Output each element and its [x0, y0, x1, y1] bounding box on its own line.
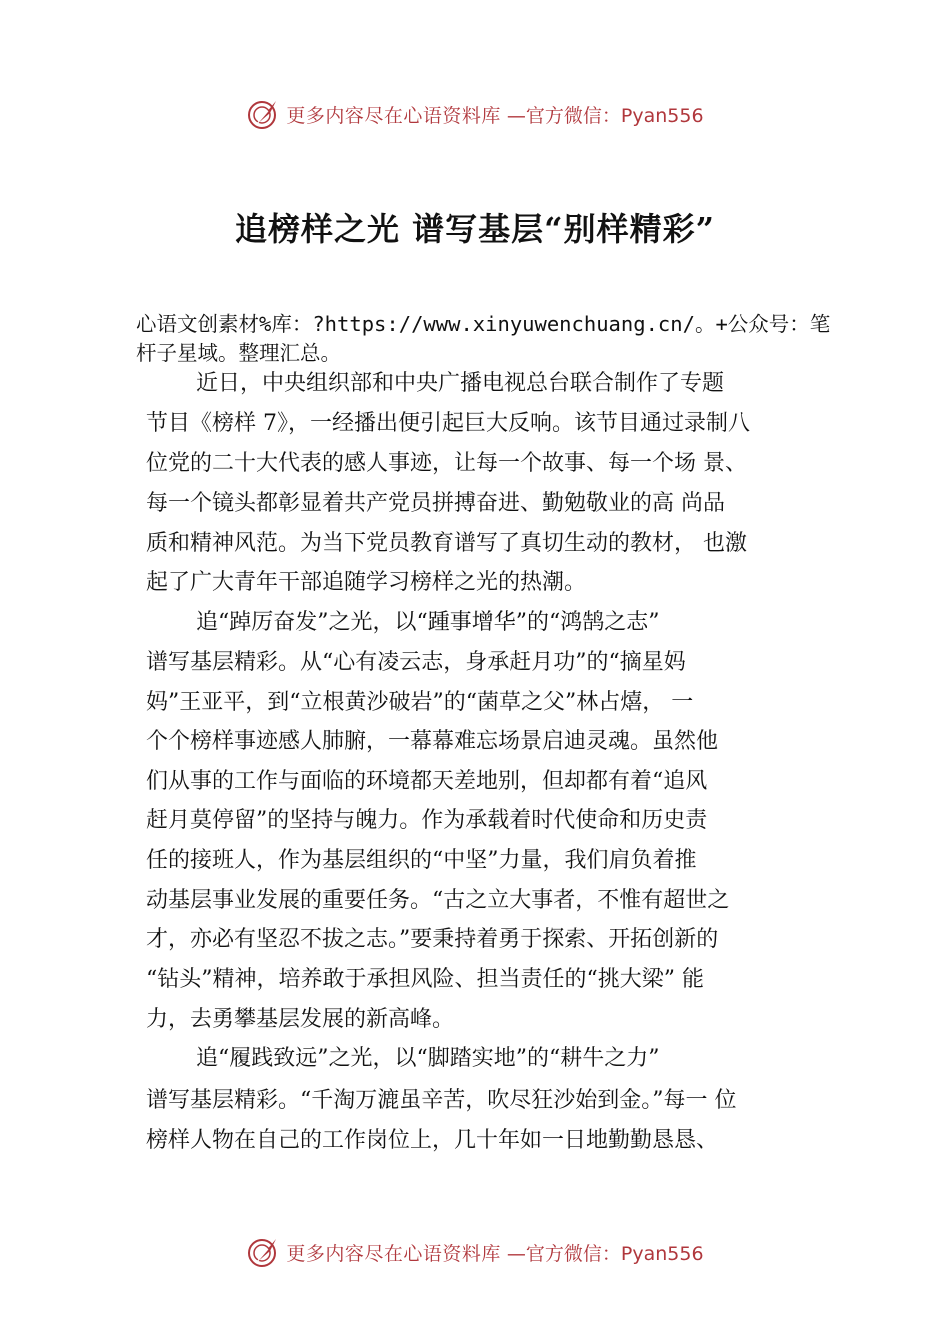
footer-banner-text: 更多内容尽在心语资料库 — [286, 1242, 501, 1265]
body-line: 每一个镜头都彰显着共产党员拼搏奋进、勤勉敬业的高 尚品 — [146, 491, 725, 516]
body-line: 谱写基层精彩。从“心有凌云志，身承赶月功”的“摘星妈 — [146, 650, 686, 675]
quill-logo-icon — [246, 1235, 280, 1269]
header-banner-wechat: —官方微信：Pyan556 — [506, 104, 704, 127]
body-line: 任的接班人，作为基层组织的“中坚”力量，我们肩负着推 — [146, 848, 697, 873]
source-note: 心语文创素材%库：?https://www.xinyuwenchuang.cn/。+公众号：笔杆子星域。整理汇总。 — [136, 312, 831, 365]
footer-banner — [0, 1232, 950, 1272]
body-line: 榜样人物在自己的工作岗位上，几十年如一日地勤勤恳恳、 — [146, 1128, 719, 1153]
body-line: 追“踔厉奋发”之光，以“踵事增华”的“鸿鹄之志” — [196, 610, 660, 635]
body-line: 个个榜样事迹感人肺腑，一幕幕难忘场景启迪灵魂。虽然他 — [146, 729, 719, 754]
body-line: 们从事的工作与面临的环境都天差地别，但却都有着“追风 — [146, 769, 708, 794]
body-line: 起了广大青年干部追随学习榜样之光的热潮。 — [146, 570, 587, 595]
body-line: 妈”王亚平，到“立根黄沙破岩”的“菌草之父”林占熺， 一 — [146, 690, 694, 715]
footer-banner-wechat: —官方微信：Pyan556 — [506, 1242, 704, 1265]
body-line: 节目《榜样 7》，一经播出便引起巨大反响。该节目通过录制八 — [146, 411, 750, 436]
body-line: 近日，中央组织部和中央广播电视总台联合制作了专题 — [196, 371, 725, 396]
body-line: 位党的二十大代表的感人事迹，让每一个故事、每一个场 景、 — [146, 451, 747, 476]
body-line: 质和精神风范。为当下党员教育谱写了真切生动的教材， 也激 — [146, 531, 747, 556]
body-line: 赶月莫停留”的坚持与魄力。作为承载着时代使命和历史责 — [146, 808, 708, 833]
article-title: 追榜样之光 谱写基层“别样精彩” — [235, 210, 715, 248]
body-line: 动基层事业发展的重要任务。“古之立大事者，不惟有超世之 — [146, 888, 730, 913]
body-line: 追“履践致远”之光，以“脚踏实地”的“耕牛之力” — [196, 1046, 660, 1071]
body-line: “钻头”精神，培养敢于承担风险、担当责任的“挑大梁” 能 — [146, 967, 704, 992]
body-line: 谱写基层精彩。“千淘万漉虽辛苦，吹尽狂沙始到金。”每一 位 — [146, 1088, 737, 1113]
body-line: 才，亦必有坚忍不拔之志。”要秉持着勇于探索、开拓创新的 — [146, 927, 719, 952]
header-banner-text: 更多内容尽在心语资料库 — [286, 104, 501, 127]
body-line: 力，去勇攀基层发展的新高峰。 — [146, 1007, 455, 1032]
